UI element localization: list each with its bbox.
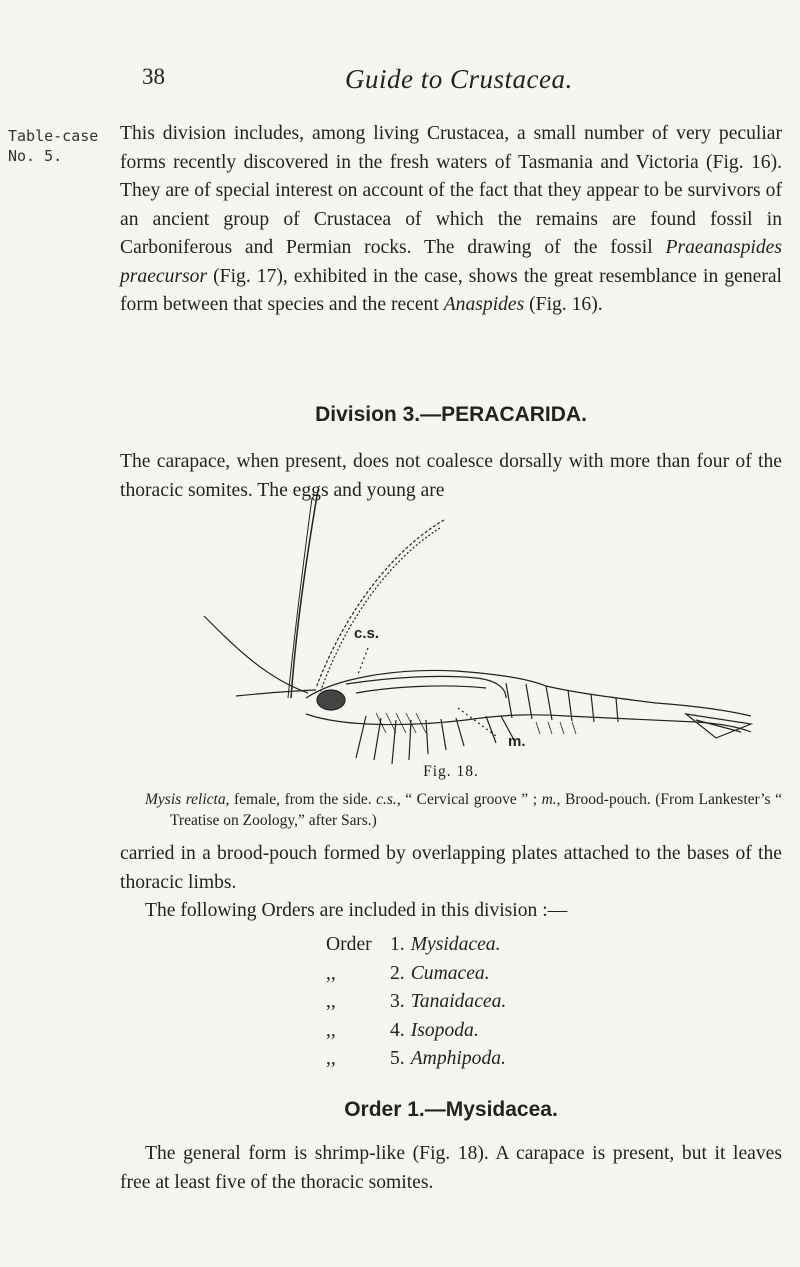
- genus-anaspides: Anaspides: [443, 294, 525, 315]
- caption-species: Mysis relicta: [145, 791, 226, 808]
- order-prefix: ,,: [326, 1048, 336, 1069]
- para1-text2: (Fig. 17), exhibited in the case, shows the great resemblance in general form between that species and the recent: [120, 265, 782, 315]
- order-name: Mysidacea.: [410, 934, 501, 955]
- order-name: Isopoda.: [410, 1019, 479, 1041]
- order-name: Cumacea.: [410, 962, 490, 984]
- margin-note: [8, 126, 104, 166]
- order-prefix: ,,: [326, 962, 336, 984]
- page-number: 38: [142, 64, 165, 89]
- order-item: [326, 1017, 506, 1046]
- paragraph-brood-pouch: carried in a brood-pouch formed by overlapping plates attached to the bases of the thoracic limbs.: [120, 843, 782, 893]
- order-item: [326, 988, 506, 1017]
- caption-text2: , “ Cervical groove ” ;: [396, 791, 542, 808]
- order-name: Tanaidacea.: [410, 991, 507, 1012]
- order-number: 3.: [390, 991, 405, 1012]
- order-number: 1.: [390, 934, 405, 955]
- order-number: 4.: [390, 1019, 405, 1041]
- orders-list: [326, 931, 506, 1074]
- order-number: 5.: [390, 1048, 405, 1069]
- order-prefix: Order: [326, 934, 372, 955]
- order-prefix: ,,: [326, 1019, 336, 1041]
- mysis-drawing: [196, 488, 756, 768]
- order-item: [326, 931, 506, 960]
- figure-caption: [145, 789, 782, 831]
- running-title: Guide to Crustacea.: [345, 64, 573, 94]
- order-name: Amphipoda.: [410, 1048, 506, 1069]
- caption-m: m.: [541, 791, 557, 808]
- para1-text1: This division includes, among living Crustacea, a small number of very peculiar forms recently discovered in the fresh waters of Tasmania and Victoria (Fig. 16). They are of special interest on account of the fact that they appear to be survivors of an ancient group of Crustacea of which the remains are found fossil in Carboniferous and Permian rocks. The drawing of the fossil: [120, 123, 782, 258]
- order-heading: Order 1.—Mysidacea.: [344, 1098, 558, 1121]
- order-number: 2.: [390, 962, 405, 984]
- paragraph-carapace: The carapace, when present, does not coalesce dorsally with more than four of the thoracic somites. The eggs and young are: [120, 451, 782, 501]
- margin-note-line2: No. 5.: [8, 147, 63, 165]
- caption-text3: , Brood-pouch. (From Lankester’s “ Treatise on Zoology,” after Sars.): [170, 791, 783, 829]
- figure-number: Fig. 18.: [423, 763, 479, 780]
- division-heading: Division 3.—PERACARIDA.: [315, 403, 587, 426]
- order-item: [326, 1045, 506, 1074]
- paragraph-orders-intro: The following Orders are included in this division :—: [145, 900, 568, 921]
- label-m: m.: [508, 733, 526, 750]
- species-praeanaspides: Praeanaspides praecursor: [120, 237, 782, 287]
- label-cs: c.s.: [354, 625, 380, 642]
- order-item: [326, 960, 506, 989]
- para1-text3: (Fig. 16).: [524, 294, 603, 315]
- caption-cs: c.s.: [376, 791, 397, 808]
- paragraph-intro: [120, 120, 782, 320]
- margin-note-line1: Table-case: [8, 127, 99, 145]
- order-prefix: ,,: [326, 991, 336, 1012]
- caption-text1: , female, from the side.: [225, 791, 377, 808]
- paragraph-mysidacea: The general form is shrimp-like (Fig. 18). A carapace is present, but it leaves free at least five of the thoracic somites.: [120, 1143, 782, 1193]
- mysis-figure: [196, 488, 756, 768]
